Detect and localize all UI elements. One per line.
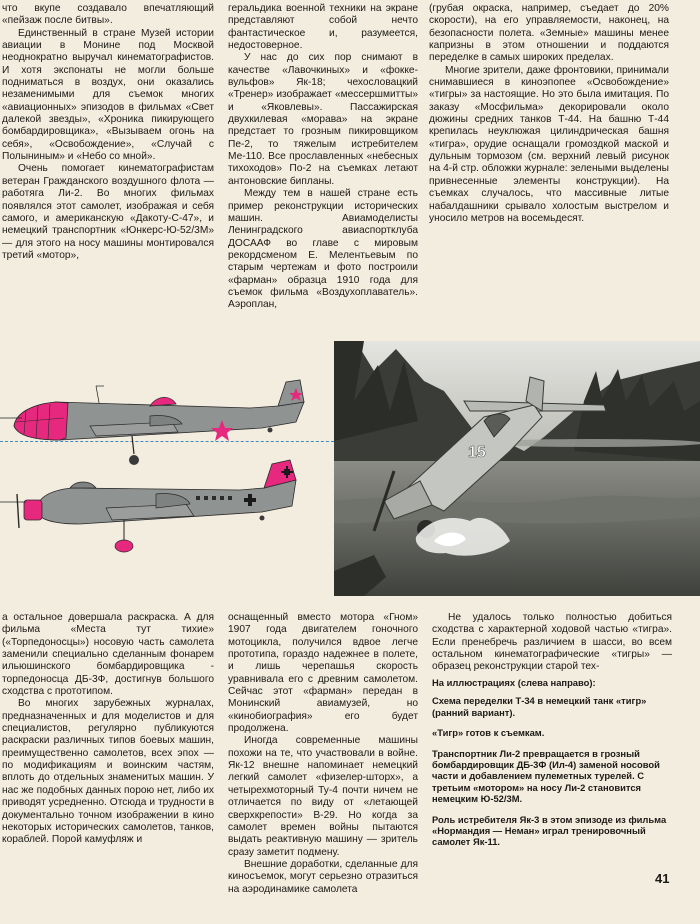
illustration-captions <box>432 677 672 857</box>
article-column-3 <box>429 3 669 225</box>
caption-item: Роль истребителя Як-3 в этом эпизоде из фильма «Нормандия — Неман» играл тренировочный самолет Як-11. <box>432 813 667 848</box>
article-column-2 <box>228 3 418 312</box>
paragraph: Иногда современные машины похожи на те, что участвовали в войне. Як-12 внешне напоминает немецкий легкий самолет «физелер-шторх», а четырехмоторный Ту-4 почти ничем не отличается по виду от «летающей сверхкрепости» В-29. Но когда за самолет времен войны пытаются выдать реактивную машину — зритель сразу заметит подмену. <box>228 735 418 858</box>
paragraph: Во многих зарубежных журналах, предназначенных и для моделистов и для специалистов, регулярно публикуются раскраски различных типов боевых машин, преимущественно самолетов, всех эпох — по модификациям и воинским частям, вплоть до отдельных знаменитых машин. У нас же подобных данных порою нет, либо их приводят усредненно. Отсюда и трудности в документально точном изображении в кино некоторых исторических самолетов, танков, кораблей. Порой камуфляж и <box>2 698 214 846</box>
paragraph: что вкупе создавало впечатляющий «пейзаж после битвы». <box>2 3 214 27</box>
tail-number: 15 <box>468 444 486 461</box>
caption-item: Транспортник Ли-2 превращается в грозный бомбардировщик ДБ-3Ф (Ил-4) заменой носовой части и добавлением пулеметных турелей. С третьим «мотором» на носу Ли-2 становится немецким Ю-52/3М. <box>432 747 660 805</box>
li2-db3f-drawing <box>0 380 304 465</box>
paragraph: Очень помогает кинематографистам ветеран Гражданского воздушного флота — работяга Ли-2. Во многих фильмах появлялся этот самолет, изображая и себя самого, и американскую «Дакоту-С-47», и немецкий транспортник «Юнкерс-Ю-52/3М» — для этого на носу машины монтировался третий «мотор», <box>2 163 214 261</box>
paragraph: а остальное довершала раскраска. А для фильма «Места тут тихие» («Торпедоносцы») носовую часть самолета заменили специально сделанным фонарем ильюшинского бомбардировщика - торпедоносца ДБ-3Ф, достигнув большого сходства с прототипом. <box>2 612 214 698</box>
paragraph: Единственный в стране Музей истории авиации в Монине под Москвой неоднократно выручал кинематографистов. И хотя экспонаты не могли больше подниматься в воздух, они оказались незаменимыми для съемок многих «авиационных» эпизодов в фильмах «Свет далекой звезды», «Хроника пикирующего бомбардировщика», «Вызываем огонь на себя», «Освобождение», «Случай с Полыниным» и «Небо со мной». <box>2 27 214 163</box>
caption-item: Схема переделки Т-34 в немецкий танк «тигр» (ранний вариант). <box>432 695 647 718</box>
captions-heading: На иллюстрациях (слева направо): <box>432 677 596 688</box>
field <box>334 461 700 596</box>
paragraph: Между тем в нашей стране есть пример реконструкции исторических машин. Авиамоделисты Ленинградского авиаспортклуба ДОСААФ во главе с мировым рекордсменом Е. Мелентьевым по старым чертежам и фото построили «фарман» образца 1910 года для съемок фильма «Воздухоплаватель». Аэроплан, <box>228 188 418 311</box>
page-number: 41 <box>655 871 670 886</box>
paragraph: У нас до сих пор снимают в качестве «Лавочкиных» и «фокке-вульфов» Як-18; чехословацкий «Тренер» изображает «мессершмитты» и «Яковлевы». Пассажирская двухкилевая «морава» на экране предстает то грозным пикировщиком Пе-2, то тяжелым истребителем Ме-110. Все прославленных «небесных тихоходов» По-2 на съемках летают антоновские бипланы. <box>228 52 418 187</box>
article-column-5 <box>228 612 418 896</box>
article-column-4 <box>2 612 214 847</box>
caption-item: «Тигр» готов к съемкам. <box>432 727 545 739</box>
paragraph: геральдика военной техники на экране представляют собой нечто фантастическое и, разумеется, недостоверное. <box>228 3 418 52</box>
paragraph: Внешние доработки, сделанные для киносъемок, могут серьезно отразиться на аэродинамике самолета <box>228 858 418 895</box>
paragraph: оснащенный вместо мотора «Гном» 1907 года двигателем гоночного мотоцикла, получился вдвое легче прототипа, гораздо надежнее в полете, и лишь черепашья скорость уравнивала его с древним самолетом. Сейчас этот «фарман» передан в Монинский авиамузей, но «кинобиография» его будет продолжена. <box>228 612 418 735</box>
yak11-as-yak3-photo <box>334 341 700 596</box>
paragraph: Не удалось только полностью добиться сходства с характерной ходовой частью «тигра». Если пренебречь различием в шасси, во всем остальном кинематографические «тигры» — образец реконструкции старой тех- <box>432 612 672 673</box>
paragraph: (грубая окраска, например, съедает до 20% скорости), на его управляемости, наконец, на безопасности полета. «Земные» машины менее капризны в этом отношении и поддаются переделке в самых широких пределах. <box>429 3 669 64</box>
aircraft-conversion-drawings <box>0 368 330 578</box>
article-column-6 <box>432 612 672 674</box>
paragraph: Многие зрители, даже фронтовики, принимали снимавшиеся в киноэпопее «Освобождение» «тигры» за настоящие. Но это была имитация. По заказу «Мосфильма» декорировали около дюжины средних танков Т-44. На башню Т-44 крепилась неуклюжая цилиндрическая башня «тигра», орудие оснащали громоздкой маской и дульным тормозом (см. верхний левый рисунок на 4-й стр. обложки журнале: зелеными выделены привнесенные элементы конструкции). На съемках случалось, что массивные литые набалдашники срывало холостым выстрелом и уносило метров на восемьдесят. <box>429 64 669 224</box>
article-column-1 <box>2 3 214 262</box>
li2-ju52-drawing <box>0 460 296 552</box>
